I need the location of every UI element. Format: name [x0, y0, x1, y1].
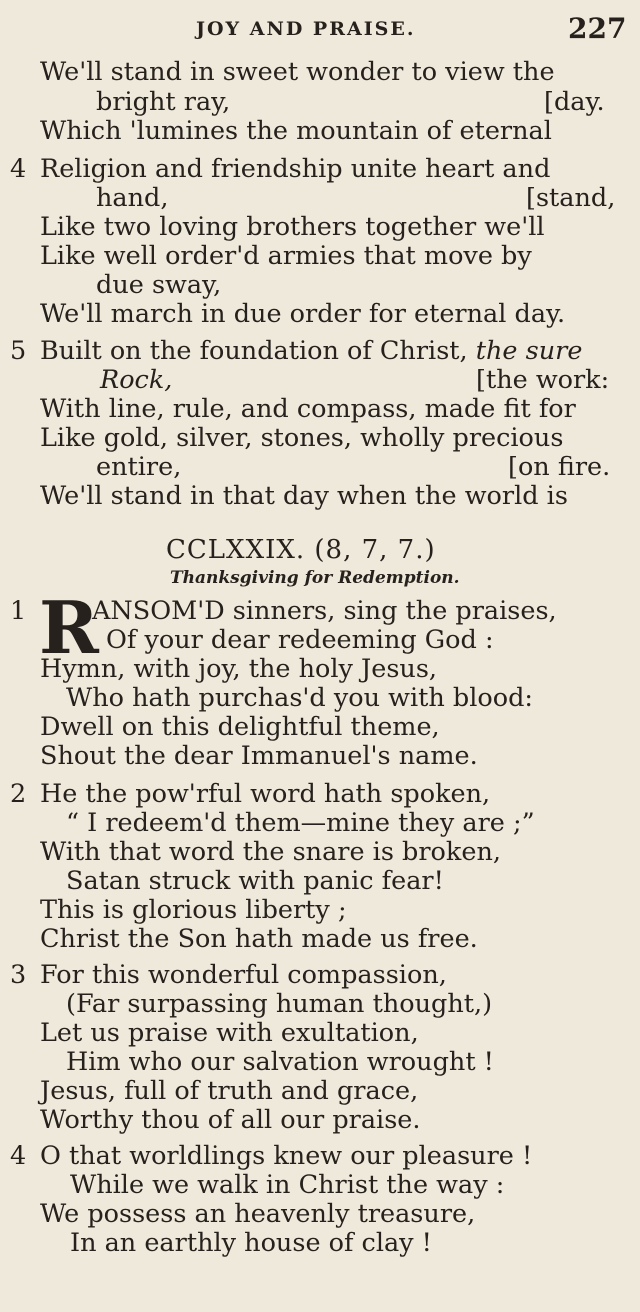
verse-line: Religion and friendship unite heart and [40, 154, 551, 184]
verse-line: Satan struck with panic fear! [66, 866, 444, 896]
verse-line: In an earthly house of clay ! [70, 1228, 432, 1258]
verse-line: entire, [96, 452, 182, 482]
verse-line: hand, [96, 183, 169, 213]
verse-number: 3 [10, 960, 27, 990]
verse-line: Hymn, with joy, the holy Jesus, [40, 654, 438, 684]
verse-line: We possess an heavenly treasure, [40, 1199, 476, 1229]
verse-line: Like two loving brothers together we'll [40, 212, 545, 242]
verse-number: 4 [10, 1141, 27, 1171]
verse-line: With that word the snare is broken, [40, 837, 501, 867]
verse-line: Dwell on this delightful theme, [40, 712, 440, 742]
verse-number: 1 [10, 596, 27, 626]
page-header [0, 12, 640, 48]
verse-line-text: Built on the foundation of Christ, [40, 336, 468, 366]
drop-cap: R [39, 585, 99, 670]
verse-line: “ I redeem'd them—mine they are ;” [66, 808, 535, 838]
page-number: 227 [568, 12, 627, 45]
verse-line: Shout the dear Immanuel's name. [40, 741, 478, 771]
verse-line: Of your dear redeeming God : [106, 625, 494, 655]
verse-line-turnover: [day. [544, 87, 605, 117]
verse-line-turnover: [the work: [476, 365, 610, 395]
verse-line: O that worldlings knew our pleasure ! [40, 1141, 533, 1171]
verse-line: Jesus, full of truth and grace, [40, 1076, 419, 1106]
verse-line: For this wonderful compassion, [40, 960, 447, 990]
verse-line: Him who our salvation wrought ! [66, 1047, 494, 1077]
verse-line: Like gold, silver, stones, wholly precious [40, 423, 564, 453]
verse-number: 4 [10, 154, 27, 184]
verse-line: He the pow'rful word hath spoken, [40, 779, 491, 809]
verse-line-italic: the sure [475, 336, 583, 366]
verse-line: This is glorious liberty ; [40, 895, 347, 925]
verse-line: We'll stand in sweet wonder to view the [40, 57, 555, 87]
verse-line: bright ray, [96, 87, 231, 117]
verse-line: Worthy thou of all our praise. [40, 1105, 421, 1135]
verse-line: Like well order'd armies that move by [40, 241, 532, 271]
verse-line: We'll march in due order for eternal day. [40, 299, 566, 329]
verse-line: Which 'lumines the mountain of eternal [40, 116, 552, 146]
verse-line: With line, rule, and compass, made fit for [40, 394, 576, 424]
hymn-subtitle: Thanksgiving for Redemption. [170, 568, 460, 588]
hymn-title: CCLXXIX. (8, 7, 7.) [166, 535, 436, 565]
verse-line: ANSOM'D sinners, sing the praises, [92, 596, 557, 626]
verse-line: Who hath purchas'd you with blood: [66, 683, 534, 713]
verse-line: Christ the Son hath made us free. [40, 924, 478, 954]
verse-line-italic: Rock, [100, 365, 173, 395]
verse-line-turnover: [on fire. [508, 452, 611, 482]
verse-number: 2 [10, 779, 27, 809]
verse-line: Let us praise with exultation, [40, 1018, 419, 1048]
verse-number: 5 [10, 336, 27, 366]
verse-line: We'll stand in that day when the world is [40, 481, 568, 511]
running-title: JOY AND PRAISE. [196, 18, 416, 40]
verse-line-turnover: [stand, [526, 183, 616, 213]
verse-line [40, 336, 582, 366]
verse-line: due sway, [96, 270, 222, 300]
verse-line: While we walk in Christ the way : [70, 1170, 505, 1200]
verse-line: (Far surpassing human thought,) [66, 989, 493, 1019]
